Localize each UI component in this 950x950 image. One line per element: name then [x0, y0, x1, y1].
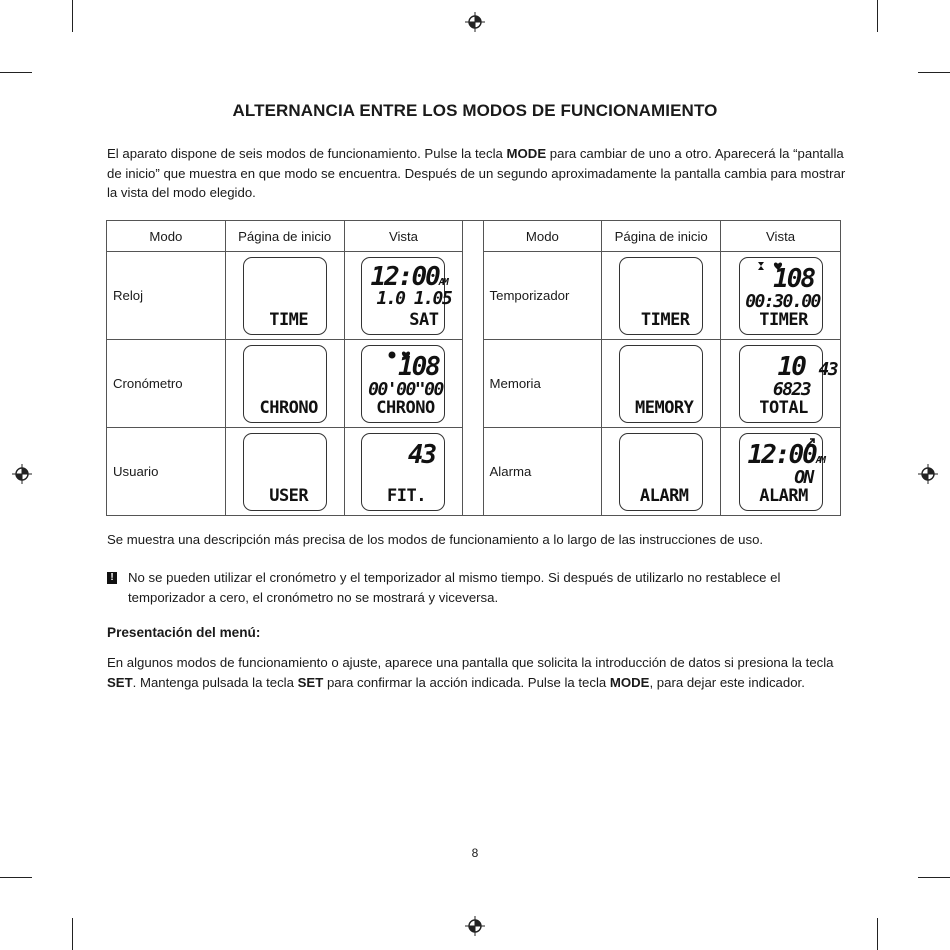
column-header: Vista — [344, 221, 463, 252]
mode-name: Cronómetro — [107, 340, 226, 428]
lcd-view-screen — [361, 433, 445, 511]
crop-mark — [877, 0, 878, 32]
column-header: Vista — [721, 221, 841, 252]
lcd-start-screen — [243, 257, 327, 335]
lcd-view-screen — [361, 257, 452, 335]
lcd-label: ALARM — [759, 485, 808, 506]
crop-mark — [918, 877, 950, 878]
lcd-label: TIME — [269, 309, 309, 330]
view-screen-cell — [721, 340, 841, 428]
description-note: Se muestra una descripción más precisa de los modos de funcionamiento a lo largo de las instrucciones de uso. — [107, 532, 764, 547]
lcd-main-digits — [748, 440, 822, 470]
start-screen-cell — [602, 340, 721, 428]
mode-name: Memoria — [483, 340, 602, 428]
lcd-second-line: 1.0 1.05 — [376, 287, 452, 309]
lcd-label: TOTAL — [759, 397, 808, 418]
lcd-view-screen — [739, 345, 838, 423]
start-screen-cell — [225, 428, 344, 516]
table-gap — [463, 252, 483, 340]
lcd-start-screen — [619, 257, 703, 335]
menu-heading: Presentación del menú: — [107, 625, 261, 640]
lcd-label: SAT — [409, 309, 439, 330]
start-screen-cell — [225, 252, 344, 340]
column-header: Página de inicio — [602, 221, 721, 252]
menu-text: En algunos modos de funcionamiento o ajuste, aparece una pantalla que solicita la introducción de datos si presiona la tecla — [107, 655, 834, 670]
lcd-label: ALARM — [639, 485, 689, 506]
lcd-main-digits: 108 — [773, 263, 815, 294]
lcd-label: USER — [269, 485, 309, 506]
lcd-digits: 10 — [777, 351, 805, 382]
lcd-view-screen — [739, 257, 823, 335]
registration-mark-icon — [465, 12, 485, 32]
lcd-suffix: AM — [438, 276, 447, 288]
start-screen-cell — [602, 428, 721, 516]
menu-paragraph — [107, 653, 847, 692]
registration-mark-icon — [465, 916, 485, 936]
lcd-start-screen — [619, 345, 703, 423]
key-name: SET — [297, 674, 324, 690]
page-number: 8 — [471, 846, 479, 860]
crop-mark — [0, 72, 32, 73]
mode-name: Reloj — [107, 252, 226, 340]
menu-text: , para dejar este indicador. — [649, 674, 805, 690]
crop-mark — [72, 0, 73, 32]
view-screen-cell — [344, 340, 463, 428]
lcd-main-digits: 108 — [398, 351, 439, 382]
lcd-main-digits — [777, 351, 838, 382]
menu-text: . Mantenga pulsada la tecla — [132, 674, 298, 690]
menu-text: para confirmar la acción indicada. Pulse la tecla — [323, 674, 610, 690]
intro-text: El aparato dispone de seis modos de funcionamiento. Pulse la tecla — [107, 146, 507, 161]
column-header: Página de inicio — [225, 221, 344, 252]
key-name: SET — [107, 674, 133, 690]
lcd-view-screen — [739, 433, 823, 511]
lcd-label: TIMER — [759, 309, 808, 330]
view-screen-cell — [721, 252, 841, 340]
registration-mark-icon — [918, 464, 938, 484]
lcd-start-screen — [619, 433, 703, 511]
lcd-label: CHRONO — [376, 397, 435, 418]
lcd-digits: 12:00 — [747, 439, 816, 470]
lcd-start-screen — [243, 433, 327, 511]
modes-table — [106, 220, 841, 516]
table-row — [107, 428, 841, 516]
exclamation-icon: ! — [107, 572, 117, 584]
table-row — [107, 340, 841, 428]
warning-text: No se pueden utilizar el cronómetro y el temporizador al mismo tiempo. Si después de utilizarlo no restablece el temporizador a cero, el cronómetro no se mostrará y viceversa. — [128, 570, 781, 605]
mode-name: Usuario — [107, 428, 226, 516]
table-gap — [463, 340, 483, 428]
view-screen-cell — [721, 428, 841, 516]
crop-mark — [72, 918, 73, 950]
lcd-second-line: ON — [794, 466, 813, 488]
key-name: MODE — [609, 674, 650, 690]
column-header: Modo — [107, 221, 226, 252]
lcd-label: MEMORY — [634, 397, 694, 418]
intro-paragraph — [107, 144, 847, 203]
page-title: ALTERNANCIA ENTRE LOS MODOS DE FUNCIONAMIENTO — [232, 101, 718, 120]
table-gap — [463, 221, 483, 252]
crop-mark — [918, 72, 950, 73]
key-name: MODE — [506, 146, 547, 161]
lcd-view-screen — [361, 345, 445, 423]
lcd-suffix: 43 — [818, 358, 838, 380]
registration-mark-icon — [12, 464, 32, 484]
crop-mark — [877, 918, 878, 950]
mode-name: Alarma — [483, 428, 602, 516]
lcd-digits: 12:00 — [370, 261, 439, 292]
lcd-second-line: 00'00"00 — [368, 378, 443, 400]
lcd-label: TIMER — [640, 309, 690, 330]
start-screen-cell — [602, 252, 721, 340]
lcd-label: CHRONO — [259, 397, 318, 418]
mode-name: Temporizador — [483, 252, 602, 340]
lcd-main-digits: 43 — [407, 439, 436, 470]
start-screen-cell — [225, 340, 344, 428]
lcd-label: FIT. — [387, 485, 426, 506]
intro-text: para cambiar de uno a otro. Aparecerá la “pantalla de inicio” que muestra en que modo se encuentra. Después de un segundo aproximadamente la pantalla cambia para mostrar la vista del modo elegido. — [107, 146, 846, 200]
lcd-second-line: 00:30.00 — [745, 290, 820, 312]
lcd-start-screen — [243, 345, 327, 423]
lcd-suffix: AM — [815, 454, 824, 466]
view-screen-cell — [344, 428, 463, 516]
column-header: Modo — [483, 221, 602, 252]
table-gap — [463, 428, 483, 516]
view-screen-cell — [344, 252, 463, 340]
table-header-row — [107, 221, 841, 252]
lcd-second-line: 6823 — [772, 378, 811, 400]
crop-mark — [0, 877, 32, 878]
table-row — [107, 252, 841, 340]
